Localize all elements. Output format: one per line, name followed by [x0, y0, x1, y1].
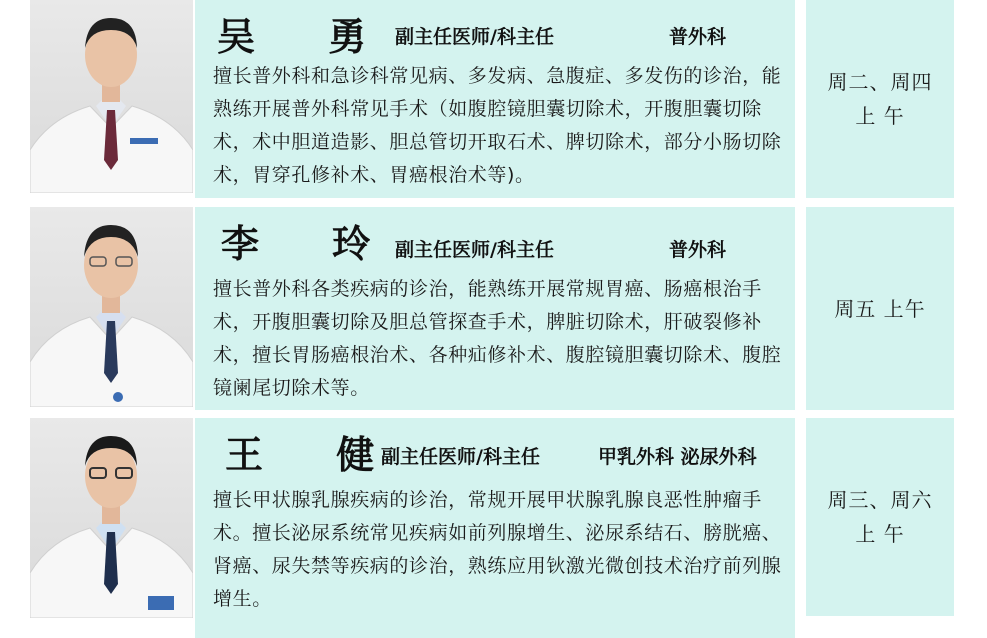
schedule-time: 上 午 [855, 522, 905, 546]
doctor-name: 王 健 [225, 432, 405, 477]
doctor-department: 普外科 [669, 26, 727, 48]
doctor-photo [30, 207, 193, 407]
schedule-panel [806, 207, 954, 410]
doctor-info-panel [195, 418, 795, 638]
doctor-name: 吴 勇 [217, 14, 397, 59]
schedule-time: 上 午 [855, 104, 905, 128]
doctor-title: 副主任医师/科主任 [381, 446, 540, 468]
doctor-info-panel [195, 207, 795, 410]
doctor-photo [30, 0, 193, 193]
doctor-description: 擅长普外科和急诊科常见病、多发病、急腹症、多发伤的诊治，能熟练开展普外科常见手术（如腹腔镜胆囊切除术，开腹胆囊切除术，术中胆道造影、胆总管切开取石术、脾切除术，部分小肠切除术，胃穿孔修补术、胃癌根治术等)。 [213, 65, 782, 186]
doctor-description: 擅长普外科各类疾病的诊治，能熟练开展常规胃癌、肠癌根治手术，开腹胆囊切除及胆总管探查手术，脾脏切除术，肝破裂修补术，擅长胃肠癌根治术、各种疝修补术、腹腔镜胆囊切除术、腹腔镜阑尾切除术等。 [213, 278, 782, 399]
doctor-info-panel [195, 0, 795, 198]
doctor-department: 甲乳外科 泌尿外科 [598, 446, 757, 468]
doctor-title: 副主任医师/科主任 [395, 239, 554, 261]
schedule-panel [806, 418, 954, 616]
schedule-days: 周二、周四 [827, 70, 933, 94]
schedule-panel [806, 0, 954, 198]
doctor-card-3 [0, 418, 987, 638]
doctor-photo [30, 418, 193, 618]
doctor-card-1 [0, 0, 987, 198]
doctor-description: 擅长甲状腺乳腺疾病的诊治，常规开展甲状腺乳腺良恶性肿瘤手术。擅长泌尿系统常见疾病如前列腺增生、泌尿系结石、膀胱癌、肾癌、尿失禁等疾病的诊治，熟练应用钬激光微创技术治疗前列腺增生。 [213, 489, 782, 610]
doctor-card-2 [0, 207, 987, 410]
doctor-name: 李 玲 [221, 221, 401, 266]
schedule-days: 周五 上午 [834, 296, 926, 321]
doctor-department: 普外科 [669, 239, 727, 261]
doctor-title: 副主任医师/科主任 [395, 26, 554, 48]
schedule-days: 周三、周六 [827, 488, 933, 512]
